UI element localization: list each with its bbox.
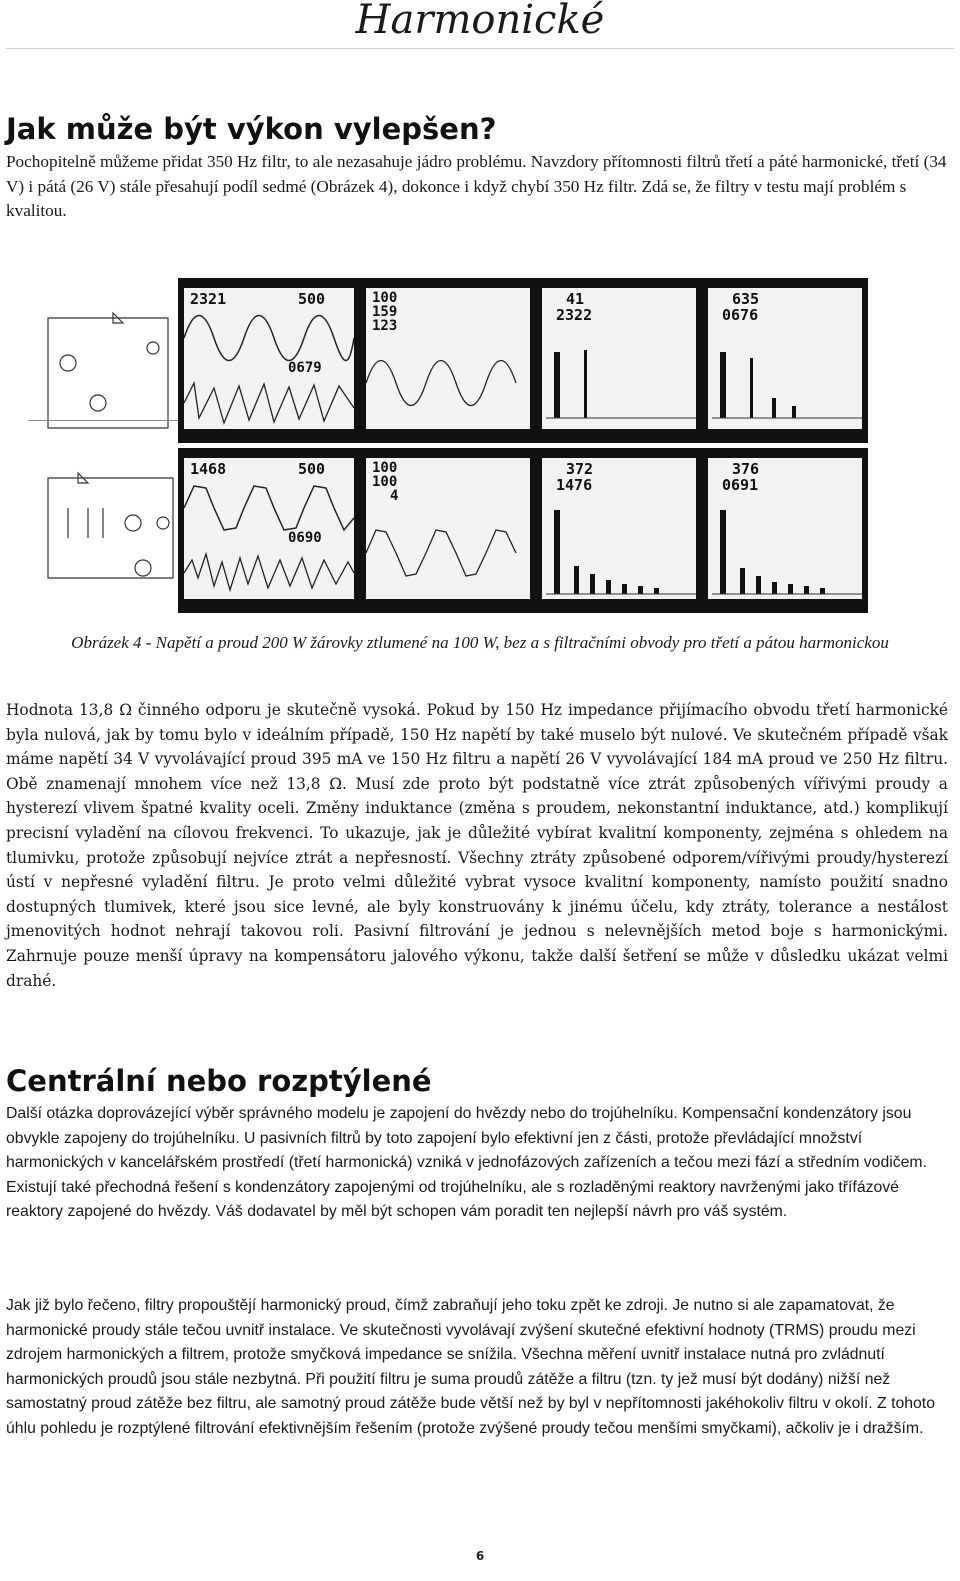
scope-readout: 2321 (190, 290, 227, 308)
scope-readout: 0691 (722, 476, 759, 494)
scope-readout: 500 (298, 290, 326, 308)
scope-volts-amps-2 (178, 448, 360, 613)
scope-readout: 100 (372, 474, 398, 490)
figure-divider (28, 420, 178, 421)
scope-readout: 0679 (288, 360, 322, 376)
section-paragraph-filters: Jak již bylo řečeno, filtry propouštějí harmonický proud, čímž zabraňují jeho toku zpět ke zdroji. Je nutno si ale zapamatovat, že harmonické proudy stále tečou uvnitř instalace. Ve skutečnosti vyvolávají zvýšení skutečné efektivní hodnoty (TRMS) proudu mezi zdrojem harmonických a filtrem, protože smyčková impedance se snížila. Všechna měření uvnitř instalace nutná pro zvládnutí harmonických proudů jsou stále nezbytná. Při použití filtru je suma proudů zátěže a filtru (tzn. ty jež musí být dodány) nižší než samostatný proud zátěže bez filtru, ale samotný proud zátěže bude větší než by byl v nepřítomnosti jakéhokoliv filtru v okolí. Z tohoto úhlu pohledu je rozptýlené filtrování efektivnějším řešením (protože zvýšené proudy tečou menšími smyčkami), ačkoliv je i dražším. (6, 1297, 935, 1437)
current-waveform (184, 378, 354, 428)
scope-readout: 500 (298, 460, 326, 478)
header-divider (6, 48, 954, 49)
scope-readout: 4 (390, 488, 399, 504)
current-waveform (184, 548, 354, 598)
scope-readout: 635 (732, 290, 760, 308)
scope-power-2 (360, 448, 536, 613)
circuit-diagram-bottom (38, 468, 188, 608)
harmonic-spectrum (712, 506, 862, 596)
scope-harmonics-current-2 (702, 448, 868, 613)
harmonic-spectrum (712, 350, 862, 420)
scope-readout: 1476 (556, 476, 593, 494)
power-waveform (366, 348, 530, 418)
body-paragraph-resistance: Hodnota 13,8 Ω činného odporu je skutečně vysoká. Pokud by 150 Hz impedance přijímacího obvodu třetí harmonické byla nulová, jak by tomu bylo v ideálním případě, 150 Hz napětí by také muselo být nulové. Ve skutečném případě však máme napětí 34 V vyvolávající proud 395 mA ve 150 Hz filtru a napětí 26 V vyvolávající 184 mA proud ve 250 Hz filtru. Obě znamenají mnohem více než 13,8 Ω. Musí zde proto být podstatně více ztrát způsobených vířivými proudy a hysterezí vlivem špatné kvality oceli. Změny induktance (změna s proudem, nekonstantní induktance, atd.) komplikují precisní vyladění na cílovou frekvenci. To ukazuje, jak je důležité vybírat kvalitní komponenty, zejména s ohledem na tlumivku, protože způsobují nejvíce ztrát a nepřesností. Všechny ztráty způsobené odporem/vířivými proudy/hysterezí ústí v nepřesné vyladění filtru. Je proto velmi důležité vybrat vysoce kvalitní komponenty, namísto použití snadno dostupných tlumivek, které jsou sice levné, ale byly konstruovány k jinému účelu, kdy ztráty, tolerance a nestálost jmenovitých hodnot nehrají takovou roli. Pasivní filtrování je jednou s nelevnějších metod boje s harmonickými. Zahrnuje pouze menší úpravy na kompensátoru jalového výkonu, takže další šetření se může v důsledku ukázat velmi drahé. (6, 701, 948, 990)
figure-oscilloscope-panel (28, 278, 868, 618)
section-paragraph-intro: Pochopitelně můžeme přidat 350 Hz filtr, to ale nezasahuje jádro problému. Navzdory přítomnosti filtrů třetí a páté harmonické, třetí (34 V) i pátá (26 V) stále přesahují podíl sedmé (Obrázek 4), dokonce i když chybí 350 Hz filtr. Zdá se, že filtry v testu mají problém s kvalitou. (6, 152, 947, 220)
scope-readout: 100 (372, 290, 398, 306)
scope-readout: 100 (372, 460, 398, 476)
scope-power-1 (360, 278, 536, 443)
section-heading-central: Centrální nebo rozptýlené (6, 1064, 432, 1098)
scope-harmonics-current-1 (702, 278, 868, 443)
section-heading-performance: Jak může být výkon vylepšen? (6, 112, 497, 146)
scope-harmonics-voltage-1 (536, 278, 702, 443)
circuit-diagram-top (38, 308, 178, 458)
scope-readout: 2322 (556, 306, 593, 324)
scope-volts-amps-1 (178, 278, 360, 443)
scope-readout: 0690 (288, 530, 322, 546)
page-number: 6 (475, 1549, 485, 1563)
scope-readout: 123 (372, 318, 398, 334)
scope-readout: 41 (566, 290, 585, 308)
page-header-title: Harmonické (355, 0, 605, 43)
scope-readout: 159 (372, 304, 398, 320)
power-waveform (366, 518, 530, 588)
section-paragraph-wiring: Další otázka doprovázející výběr správného modelu je zapojení do hvězdy nebo do trojúhelníku. Kompensační kondenzátory jsou obvykle zapojeny do trojúhelníku. U pasivních filtrů by toto zapojení bylo efektivní jen z části, protože převládající množství harmonických v kancelářském prostředí (třetí harmonická) vzniká v jednofázových zařízeních a tečou mezi fází a středním vodičem. Existují také přechodná řešení s kondenzátory zapojenými od trojúhelníku, ale s rozladěnými reaktory navrženými jako třífázové reaktory zapojené do hvězdy. Váš dodavatel by měl být schopen vám poradit ten nejlepší návrh pro váš systém. (6, 1105, 927, 1220)
harmonic-spectrum (546, 350, 696, 420)
scope-harmonics-voltage-2 (536, 448, 702, 613)
harmonic-spectrum (546, 506, 696, 596)
voltage-waveform (184, 308, 354, 368)
scope-readout: 1468 (190, 460, 227, 478)
voltage-waveform (184, 478, 354, 538)
scope-readout: 372 (566, 460, 594, 478)
scope-readout: 376 (732, 460, 760, 478)
scope-readout: 0676 (722, 306, 759, 324)
figure-caption: Obrázek 4 - Napětí a proud 200 W žárovky ztlumené na 100 W, bez a s filtračními obvody pro třetí a pátou harmonickou (71, 633, 889, 652)
